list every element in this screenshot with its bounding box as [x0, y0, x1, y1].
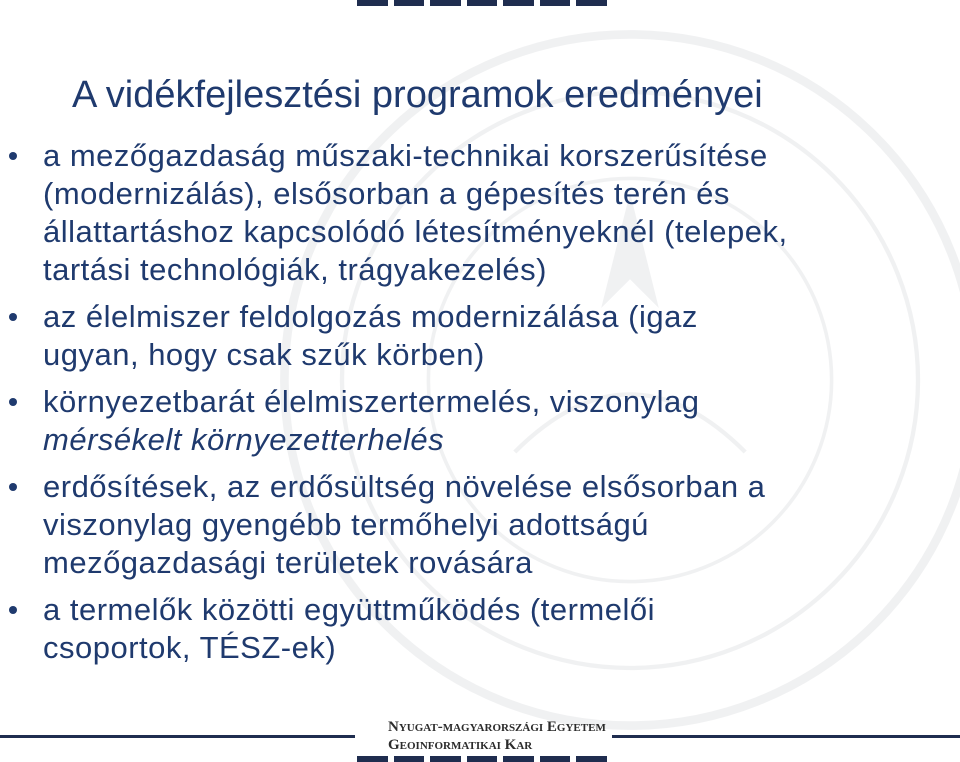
- list-item: [0, 591, 950, 667]
- bullet-line: környezetbarát élelmiszertermelés, viszonylag: [43, 384, 700, 419]
- bullet-line: mérsékelt környezetterhelés: [43, 422, 445, 457]
- bullet-text: [43, 137, 950, 289]
- footer-university-name: Nyugat-magyarországi Egyetem: [388, 719, 606, 735]
- list-item: [0, 468, 950, 582]
- bullet-dot-icon: [9, 152, 17, 160]
- bullet-line: az élelmiszer feldolgozás modernizálása (igaz: [43, 299, 698, 334]
- footer-divider-right: [612, 735, 960, 738]
- bullet-line: csoportok, TÉSZ-ek): [43, 630, 337, 665]
- bullet-text: [43, 591, 950, 667]
- list-item: [0, 137, 950, 289]
- footer-divider-left: [0, 735, 355, 738]
- bullet-line: mezőgazdasági területek rovására: [43, 545, 533, 580]
- list-item: [0, 383, 950, 459]
- bullet-list: [0, 137, 950, 667]
- page-title: A vidékfejlesztési programok eredményei: [72, 74, 763, 116]
- bullet-text: [43, 383, 950, 459]
- bullet-line: viszonylag gyengébb termőhelyi adottságú: [43, 507, 649, 542]
- bullet-line: a mezőgazdaság műszaki-technikai korszerűsítése: [43, 138, 768, 173]
- bullet-dot-icon: [9, 398, 17, 406]
- bullet-line: a termelők közötti együttműködés (termelői: [43, 592, 655, 627]
- bullet-line: (modernizálás), elsősorban a gépesítés terén és: [43, 176, 730, 211]
- bullet-dot-icon: [9, 606, 17, 614]
- bullet-line: tartási technológiák, trágyakezelés): [43, 252, 547, 287]
- bullet-text: [43, 298, 950, 374]
- bottom-decorative-dashes: [357, 756, 607, 762]
- list-item: [0, 298, 950, 374]
- bullet-text: [43, 468, 950, 582]
- bullet-dot-icon: [9, 313, 17, 321]
- footer-institution-logo: [388, 718, 606, 754]
- top-decorative-dashes: [357, 0, 607, 6]
- footer-faculty-name: Geoinformatikai Kar: [388, 737, 533, 753]
- bullet-dot-icon: [9, 483, 17, 491]
- bullet-line: ugyan, hogy csak szűk körben): [43, 337, 485, 372]
- bullet-line: állattartáshoz kapcsolódó létesítményeknél (telepek,: [43, 214, 788, 249]
- bullet-line: erdősítések, az erdősültség növelése elsősorban a: [43, 469, 766, 504]
